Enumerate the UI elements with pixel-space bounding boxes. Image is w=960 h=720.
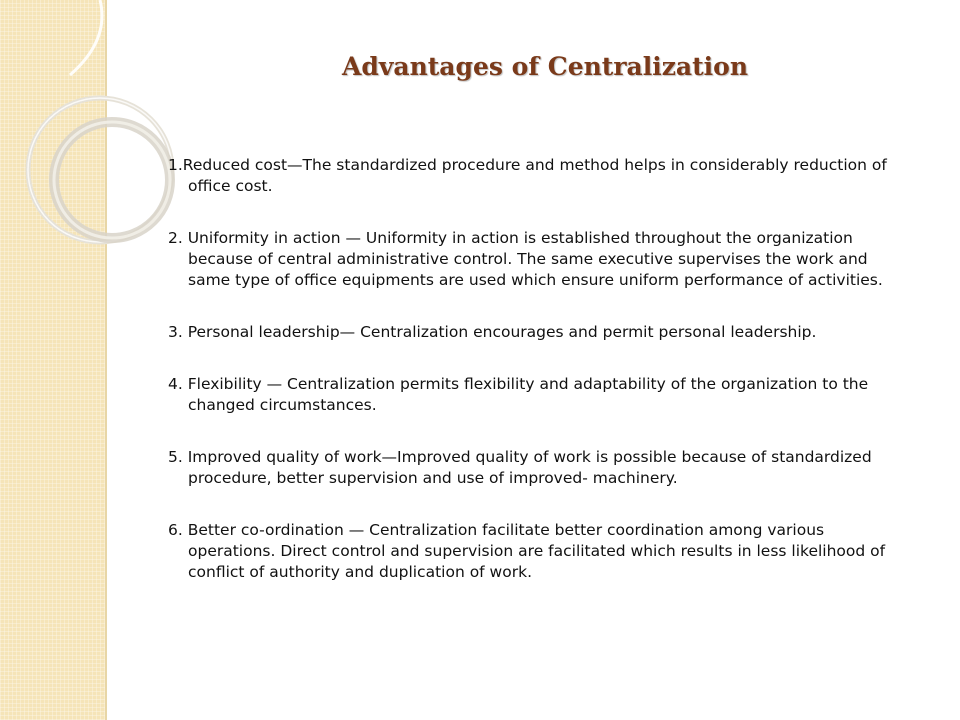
- list-item: 2. Uniformity in action — Uniformity in action is established throughout the organization because of central administrative control. The same executive supervises the work and same type of office equipments are used which ensure uniform performance of activities.: [168, 229, 883, 289]
- advantages-list: [168, 155, 903, 614]
- list-item: 1.Reduced cost—The standardized procedure and method helps in considerably reduction of office cost.: [168, 156, 887, 195]
- list-item: 5. Improved quality of work—Improved quality of work is possible because of standardized procedure, better supervision and use of improved- machinery.: [168, 448, 872, 487]
- slide-title: Advantages of Centralization: [341, 52, 748, 81]
- list-item: 6. Better co-ordination — Centralization facilitate better coordination among various operations. Direct control and supervision are facilitated which results in less likelihood of conflict of authority and duplication of work.: [168, 521, 886, 581]
- list-item: 3. Personal leadership— Centralization encourages and permit personal leadership.: [168, 323, 817, 341]
- list-item: 4. Flexibility — Centralization permits flexibility and adaptability of the organization to the changed circumstances.: [168, 375, 869, 414]
